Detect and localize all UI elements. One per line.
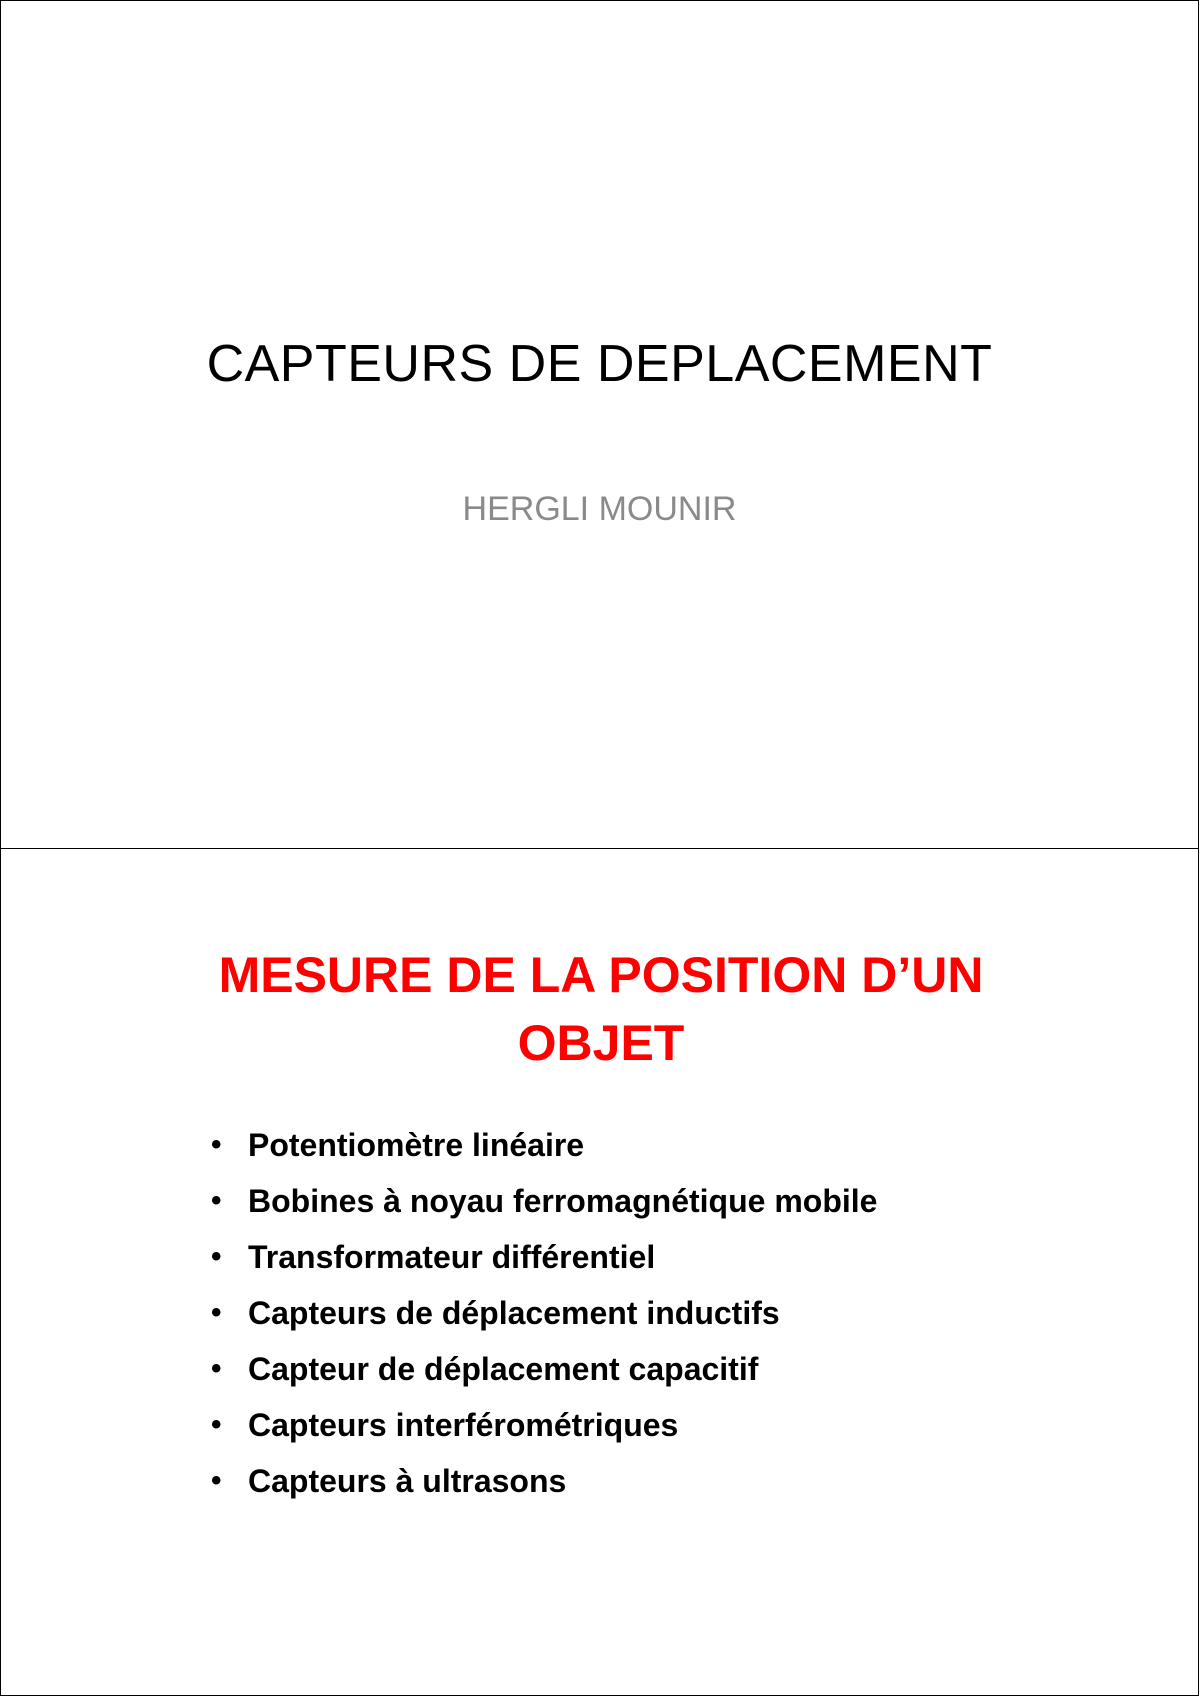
list-item <box>211 1117 877 1173</box>
author-name: HERGLI MOUNIR <box>462 490 737 528</box>
slide-position-measurement <box>0 848 1199 1696</box>
bullet-icon: • <box>211 1296 222 1329</box>
bullet-icon: • <box>211 1128 222 1161</box>
list-item <box>211 1229 877 1285</box>
slide-heading-line-1: MESURE DE LA POSITION D’UN <box>218 947 984 1003</box>
list-item <box>211 1453 877 1509</box>
list-item <box>211 1173 877 1229</box>
bullet-icon: • <box>211 1464 222 1497</box>
sensor-list <box>211 1117 877 1509</box>
bullet-icon: • <box>211 1240 222 1273</box>
presentation-title: CAPTEURS DE DEPLACEMENT <box>206 335 993 393</box>
list-item-text: Transformateur différentiel <box>248 1238 656 1275</box>
list-item-text: Capteurs de déplacement inductifs <box>248 1294 780 1331</box>
list-item-text: Potentiomètre linéaire <box>248 1126 585 1163</box>
list-item-text: Bobines à noyau ferromagnétique mobile <box>248 1182 878 1219</box>
list-item-text: Capteurs à ultrasons <box>248 1462 567 1499</box>
slide-heading <box>101 941 1101 1077</box>
list-item <box>211 1341 877 1397</box>
slide-heading-line-2: OBJET <box>517 1015 685 1071</box>
list-item <box>211 1285 877 1341</box>
list-item-text: Capteurs interférométriques <box>248 1406 679 1443</box>
list-item-text: Capteur de déplacement capacitif <box>248 1350 759 1387</box>
bullet-icon: • <box>211 1408 222 1441</box>
list-item <box>211 1397 877 1453</box>
bullet-icon: • <box>211 1352 222 1385</box>
bullet-icon: • <box>211 1184 222 1217</box>
